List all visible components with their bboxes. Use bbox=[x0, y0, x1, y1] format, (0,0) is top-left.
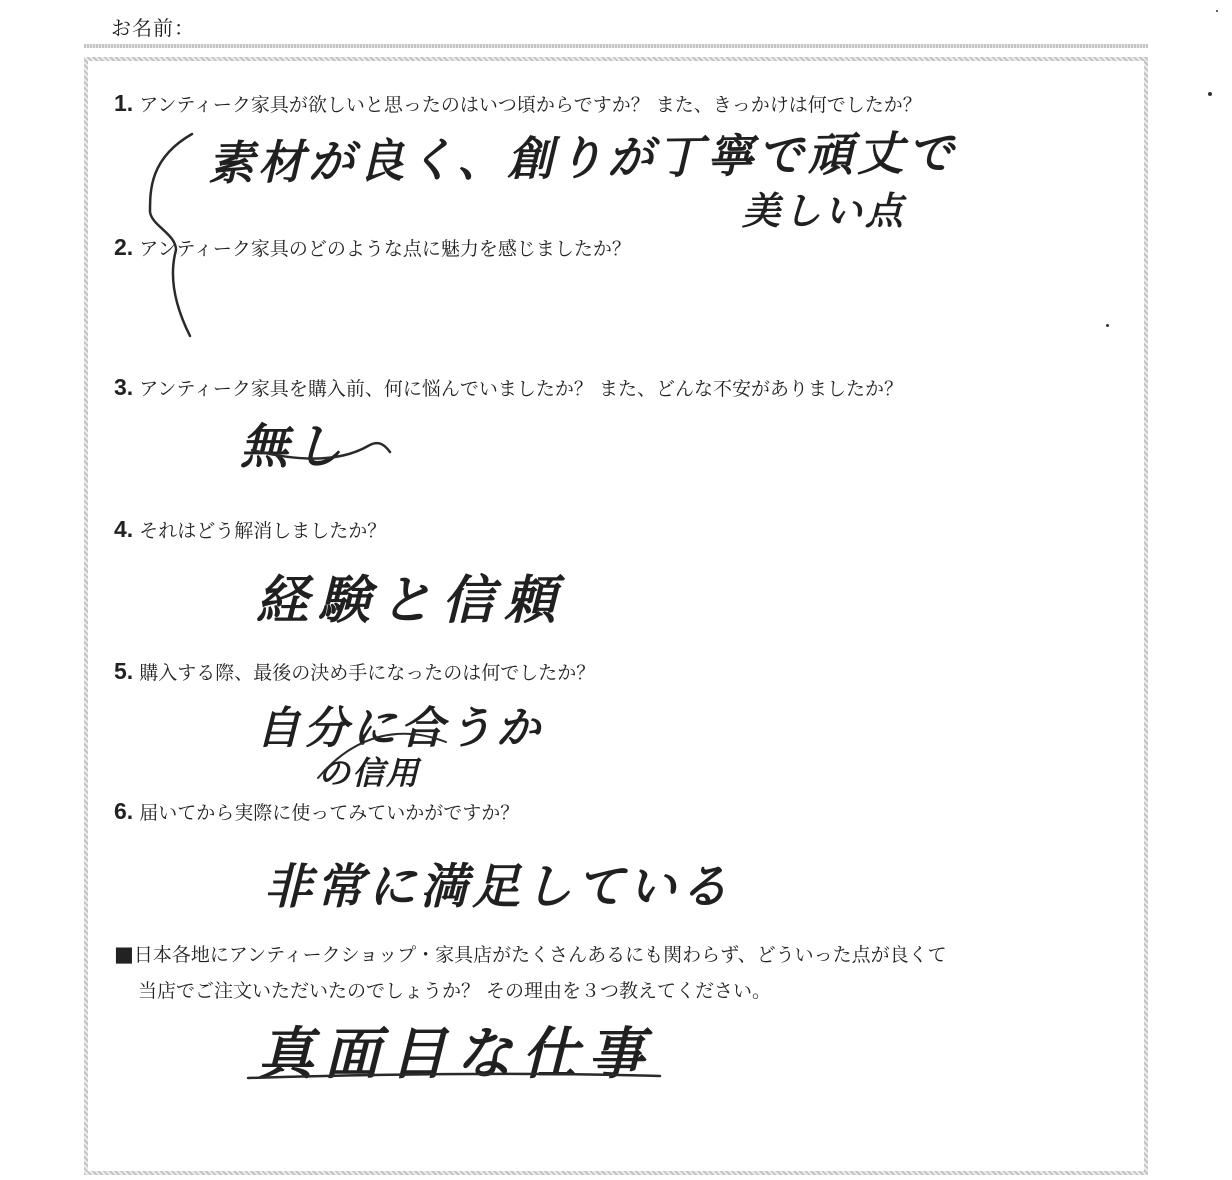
name-underline bbox=[84, 44, 1148, 48]
handwritten-closing-answer: 真面目な仕事 bbox=[258, 1021, 654, 1087]
question-text: 届いてから実際に使ってみていかがですか？ bbox=[139, 802, 520, 824]
question-text: アンティーク家具を購入前、何に悩んでいましたか？ また、どんな不安がありましたか？ bbox=[139, 378, 903, 400]
question-text: それはどう解消しましたか？ bbox=[139, 520, 387, 542]
question-number: 1. bbox=[114, 90, 134, 116]
question-number: 2. bbox=[114, 234, 134, 260]
stray-mark bbox=[1106, 324, 1109, 327]
name-label: お名前： bbox=[111, 16, 195, 40]
handwritten-answer-3: 無し bbox=[240, 419, 349, 475]
question-6 bbox=[114, 798, 519, 825]
question-number: 4. bbox=[114, 516, 134, 542]
closing-question-text-1: 日本各地にアンティークショップ・家具店がたくさんあるにも関わらず、どういった点が良くて bbox=[133, 944, 947, 966]
square-bullet-icon: ■ bbox=[114, 942, 134, 966]
handwritten-answer-5-line-1: 自分に合うか bbox=[256, 703, 544, 754]
closing-question-line-1 bbox=[114, 940, 947, 967]
handwritten-answer-6: 非常に満足している bbox=[264, 859, 733, 915]
question-text: 購入する際、最後の決め手になったのは何でしたか？ bbox=[139, 662, 596, 684]
question-2 bbox=[114, 234, 631, 261]
question-number: 6. bbox=[114, 798, 134, 824]
handwritten-answer-5-line-2: の信用 bbox=[318, 754, 421, 792]
question-number: 3. bbox=[114, 374, 134, 400]
question-4 bbox=[114, 516, 386, 543]
question-5 bbox=[114, 658, 595, 685]
answer-frame bbox=[84, 57, 1148, 1175]
question-3 bbox=[114, 374, 903, 401]
closing-question-line-2: 当店でご注文いただいたのでしょうか？ その理由を３つ教えてください。 bbox=[138, 980, 772, 1002]
stray-mark bbox=[1216, 10, 1218, 12]
question-text: アンティーク家具が欲しいと思ったのはいつ頃からですか？ また、きっかけは何でしたか？ bbox=[139, 94, 922, 116]
question-number: 5. bbox=[114, 658, 134, 684]
handwritten-answer-4: 経験と信頼 bbox=[256, 570, 567, 631]
question-1 bbox=[114, 90, 922, 117]
question-text: アンティーク家具のどのような点に魅力を感じましたか？ bbox=[139, 238, 631, 260]
stray-mark bbox=[1208, 92, 1212, 96]
handwritten-answer-1-line-2: 美しい点 bbox=[742, 188, 907, 233]
handwritten-answer-1-line-1: 素材が良く、創りが丁寧で頑丈で bbox=[207, 125, 958, 191]
